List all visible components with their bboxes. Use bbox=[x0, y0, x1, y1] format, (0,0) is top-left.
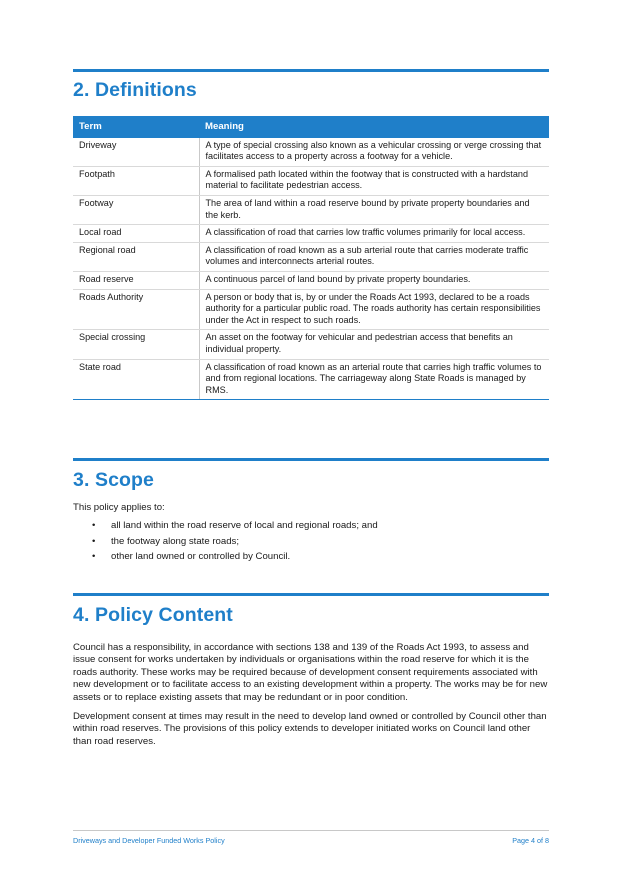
list-item-text: all land within the road reserve of local and regional roads; and bbox=[111, 520, 378, 532]
footer-document-title: Driveways and Developer Funded Works Policy bbox=[73, 836, 225, 845]
scope-bullet-list bbox=[73, 518, 549, 565]
table-row bbox=[73, 330, 549, 359]
footer-page-number: Page 4 of 8 bbox=[512, 836, 549, 845]
page-footer bbox=[73, 830, 549, 845]
column-header-meaning: Meaning bbox=[199, 116, 549, 138]
definition-term: Footpath bbox=[73, 166, 199, 195]
definition-term: Driveway bbox=[73, 138, 199, 167]
section-rule bbox=[73, 593, 549, 596]
section-rule bbox=[73, 458, 549, 461]
definition-meaning: A classification of road that carries low traffic volumes primarily for local access. bbox=[199, 225, 549, 243]
definitions-section bbox=[73, 69, 549, 400]
definition-term: Special crossing bbox=[73, 330, 199, 359]
scope-heading: 3. Scope bbox=[73, 469, 154, 491]
definition-meaning: A type of special crossing also known as a vehicular crossing or verge crossing that facilitates access to a property across a footway for a vehicle. bbox=[199, 138, 549, 167]
bullet-icon: • bbox=[92, 551, 96, 563]
definition-meaning: An asset on the footway for vehicular and pedestrian access that benefits an individual property. bbox=[199, 330, 549, 359]
policy-content-heading: 4. Policy Content bbox=[73, 604, 233, 626]
definition-term: Road reserve bbox=[73, 271, 199, 289]
list-item bbox=[73, 549, 549, 565]
scope-intro: This policy applies to: bbox=[73, 502, 165, 513]
policy-paragraph: Development consent at times may result in the need to develop land owned or controlled by Council other than within road reserves. The provisions of this policy extends to developer initiated works on Council land other than road reserves. bbox=[73, 711, 547, 747]
list-item bbox=[73, 534, 549, 550]
policy-content-section bbox=[73, 593, 549, 748]
list-item-text: the footway along state roads; bbox=[111, 535, 239, 547]
definition-term: Regional road bbox=[73, 242, 199, 271]
list-item-text: other land owned or controlled by Council. bbox=[111, 551, 291, 563]
table-row bbox=[73, 289, 549, 330]
table-row bbox=[73, 271, 549, 289]
list-item bbox=[73, 518, 549, 534]
definition-meaning: A person or body that is, by or under the Roads Act 1993, declared to be a roads authority for a particular public road. The roads authority has certain responsibilities under the Act in respect to such roads. bbox=[199, 289, 549, 330]
bullet-icon: • bbox=[92, 535, 96, 547]
definition-meaning: A classification of road known as a sub arterial route that carries moderate traffic volumes and interconnects arterial routes. bbox=[199, 242, 549, 271]
table-row bbox=[73, 195, 549, 224]
table-row bbox=[73, 359, 549, 400]
definition-meaning: A classification of road known as an arterial route that carries high traffic volumes to and from regional locations. The carriageway along State Roads is managed by RMS. bbox=[199, 359, 549, 400]
definitions-table bbox=[73, 116, 549, 400]
definition-meaning: A formalised path located within the footway that is constructed with a hardstand material to facilitate pedestrian access. bbox=[199, 166, 549, 195]
scope-section bbox=[73, 458, 549, 565]
definition-meaning: A continuous parcel of land bound by private property boundaries. bbox=[199, 271, 549, 289]
column-header-term: Term bbox=[73, 116, 199, 138]
section-rule bbox=[73, 69, 549, 72]
table-row bbox=[73, 225, 549, 243]
definition-meaning: The area of land within a road reserve bound by private property boundaries and the kerb. bbox=[199, 195, 549, 224]
definition-term: Roads Authority bbox=[73, 289, 199, 330]
definition-term: State road bbox=[73, 359, 199, 400]
definitions-heading: 2. Definitions bbox=[73, 79, 197, 101]
table-row bbox=[73, 138, 549, 167]
bullet-icon: • bbox=[92, 520, 96, 532]
policy-paragraph: Council has a responsibility, in accordance with sections 138 and 139 of the Roads Act 1993, to assess and issue consent for works undertaken by individuals or organisations within the road reserve for which it is the roads authority. These works may be required because of development consent requirements associated with new development or to facilitate access to an existing development within a property. The works may be for new assets or to replace existing assets that may be redundant or in poor condition. bbox=[73, 642, 548, 703]
table-row bbox=[73, 166, 549, 195]
definition-term: Local road bbox=[73, 225, 199, 243]
table-header-row bbox=[73, 116, 549, 138]
definition-term: Footway bbox=[73, 195, 199, 224]
table-row bbox=[73, 242, 549, 271]
